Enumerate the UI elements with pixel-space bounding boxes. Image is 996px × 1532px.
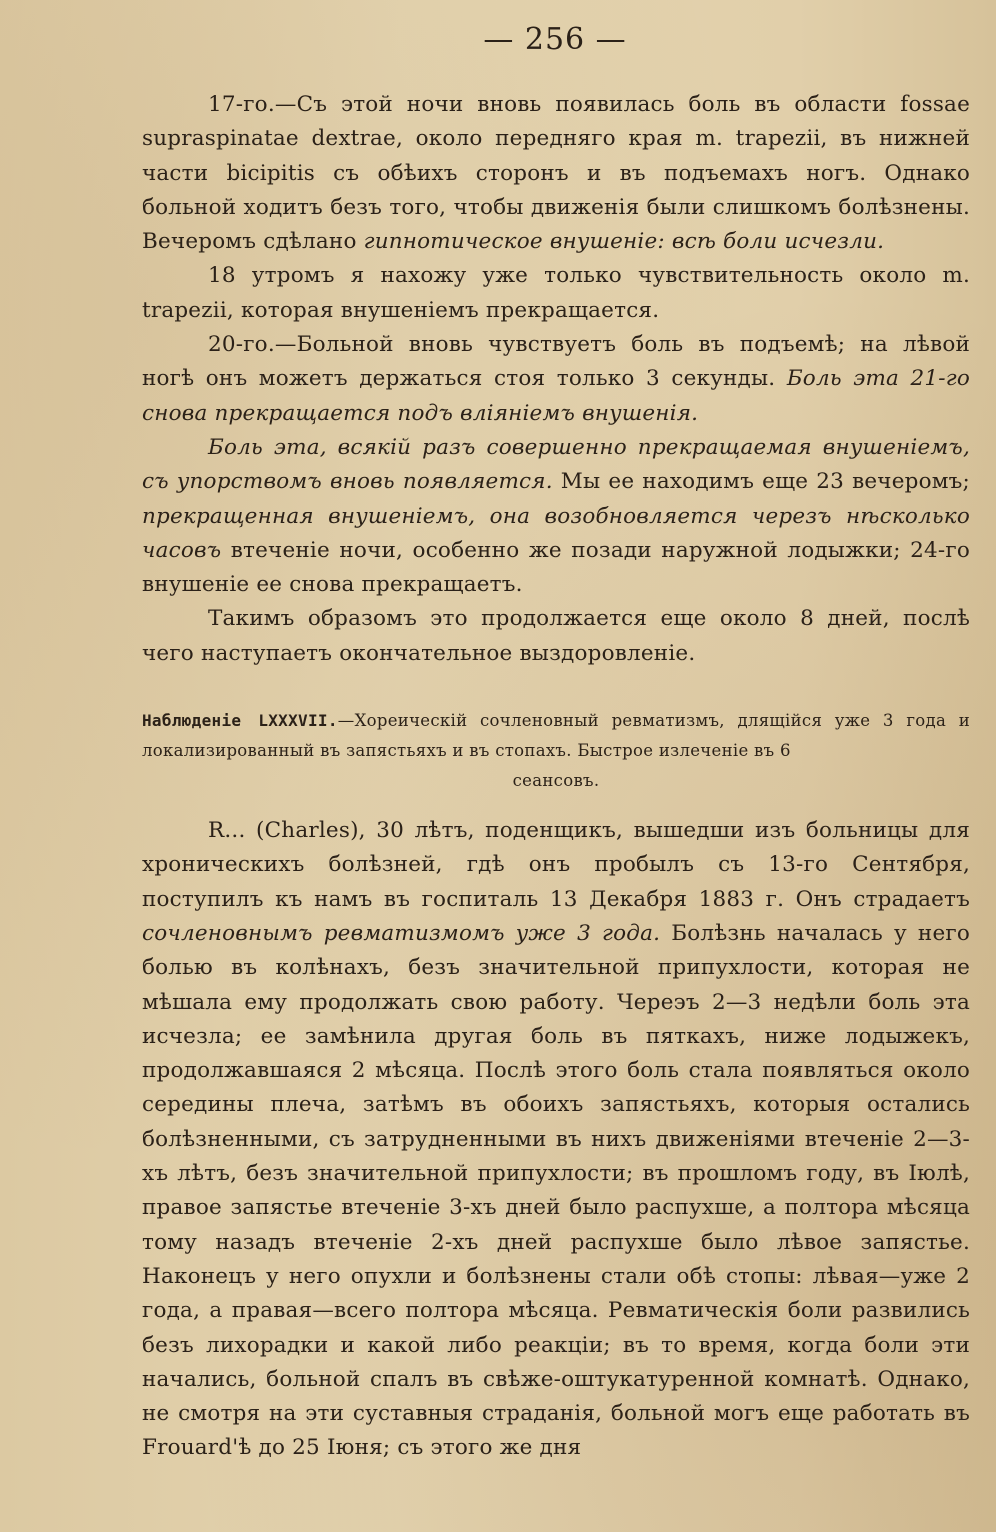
emphasized-text: прекращенная внушеніемъ, она возобновляется черезъ нѣсколько часовъ — [142, 503, 970, 563]
paragraph — [142, 814, 970, 1466]
emphasized-text: Боль эта 21-го снова прекращается подъ вліяніемъ внушенія. — [142, 366, 970, 426]
emphasized-text: сочленовнымъ ревматизмомъ уже 3 года. — [142, 920, 661, 946]
bottom-paragraphs — [142, 814, 970, 1466]
paragraph — [142, 88, 970, 259]
page-number: — 256 — — [483, 22, 627, 57]
emphasized-text: Боль эта, всякій разъ совершенно прекращаемая внушеніемъ, съ упорствомъ вновь появляется. — [142, 434, 970, 495]
paragraph-text: Такимъ образомъ это продолжается еще около 8 дней, послѣ чего наступаетъ окончательное выздоровленіе. — [142, 606, 970, 666]
observation-title-last-line: сеансовъ. — [512, 771, 600, 791]
paragraph — [142, 431, 970, 602]
observation-title: —Хореическій сочленовный ревматизмъ, длящійся уже 3 года и локализированный въ запястьяхъ и въ стопахъ. Быстрое излеченіе въ 6 — [142, 711, 970, 761]
paragraph — [142, 328, 970, 431]
paragraph-text: 17-го.—Съ этой ночи вновь появилась боль въ области fossae suprаspinatae dextrae, около передняго края m. trapezii, въ нижней части bicipitis съ обѣихъ сторонъ и въ подъемахъ ногъ. Однако больной ходитъ безъ того, чтобы движенія были слишкомъ болѣзнены. Вечеромъ сдѣлано — [142, 92, 970, 255]
paragraph — [142, 602, 970, 671]
paragraph-text: R... (Charles), 30 лѣтъ, поденщикъ, вышедши изъ больницы для хроническихъ болѣзней, гдѣ онъ пробылъ съ 13-го Сентября, поступилъ къ намъ въ госпиталь 13 Декабря 1883 г. Онъ страдаетъ — [142, 818, 970, 912]
paragraph-text: 18 утромъ я нахожу уже только чувствительность около m. trapezii, которая внушеніемъ прекращается. — [142, 263, 970, 323]
observation-heading — [142, 706, 970, 796]
paragraph-text: 20-го.—Больной вновь чувствуетъ боль въ подъемѣ; на лѣвой ногѣ онъ можетъ держаться стоя только 3 секунды. — [142, 332, 970, 392]
paragraph-text: втеченіе ночи, особенно же позади наружной лодыжки; 24-го внушеніе ее снова прекращаетъ. — [142, 537, 970, 598]
paragraph-text: Болѣзнь началась у него болью въ колѣнахъ, безъ значительной припухлости, которая не мѣшала ему продолжать свою работу. Череэъ 2—3 недѣли боль эта исчезла; ее замѣнила другая боль въ пяткахъ, ниже лодыжекъ, продолжавшаяся 2 мѣсяца. Послѣ этого боль стала появляться около середины плеча, затѣмъ въ обоихъ запястьяхъ, которыя остались болѣзненными, съ затрудненными въ нихъ движеніями втеченіе 2—3-хъ лѣтъ, безъ значительной припухлости; въ прошломъ году, въ Іюлѣ, правое запястье втеченіе 3-хъ дней было распухше, а полтора мѣсяца тому назадъ втеченіе 2-хъ дней распухше было лѣвое запястье. Наконецъ у него опухли и болѣзнены стали обѣ стопы: лѣвая—уже 2 года, а правая—всего полтора мѣсяца. Ревматическія боли развились безъ лихорадки и какой либо реакціи; въ то время, когда боли эти начались, больной спалъ въ свѣже-оштукатуренной комнатѣ. Однако, не смотря на эти суставныя страданія, больной могъ еще работать въ Frouard'ѣ до 25 Іюня; съ этого же дня — [142, 920, 970, 1461]
observation-label: Наблюденіе LXXXVII. — [142, 711, 338, 731]
page-body — [142, 88, 970, 1466]
paragraph-text: Мы ее находимъ еще 23 вечеромъ; — [552, 469, 970, 495]
emphasized-text: гипнотическое внушеніе: всѣ боли исчезли. — [363, 229, 885, 255]
top-paragraphs — [142, 88, 970, 671]
paragraph — [142, 259, 970, 328]
